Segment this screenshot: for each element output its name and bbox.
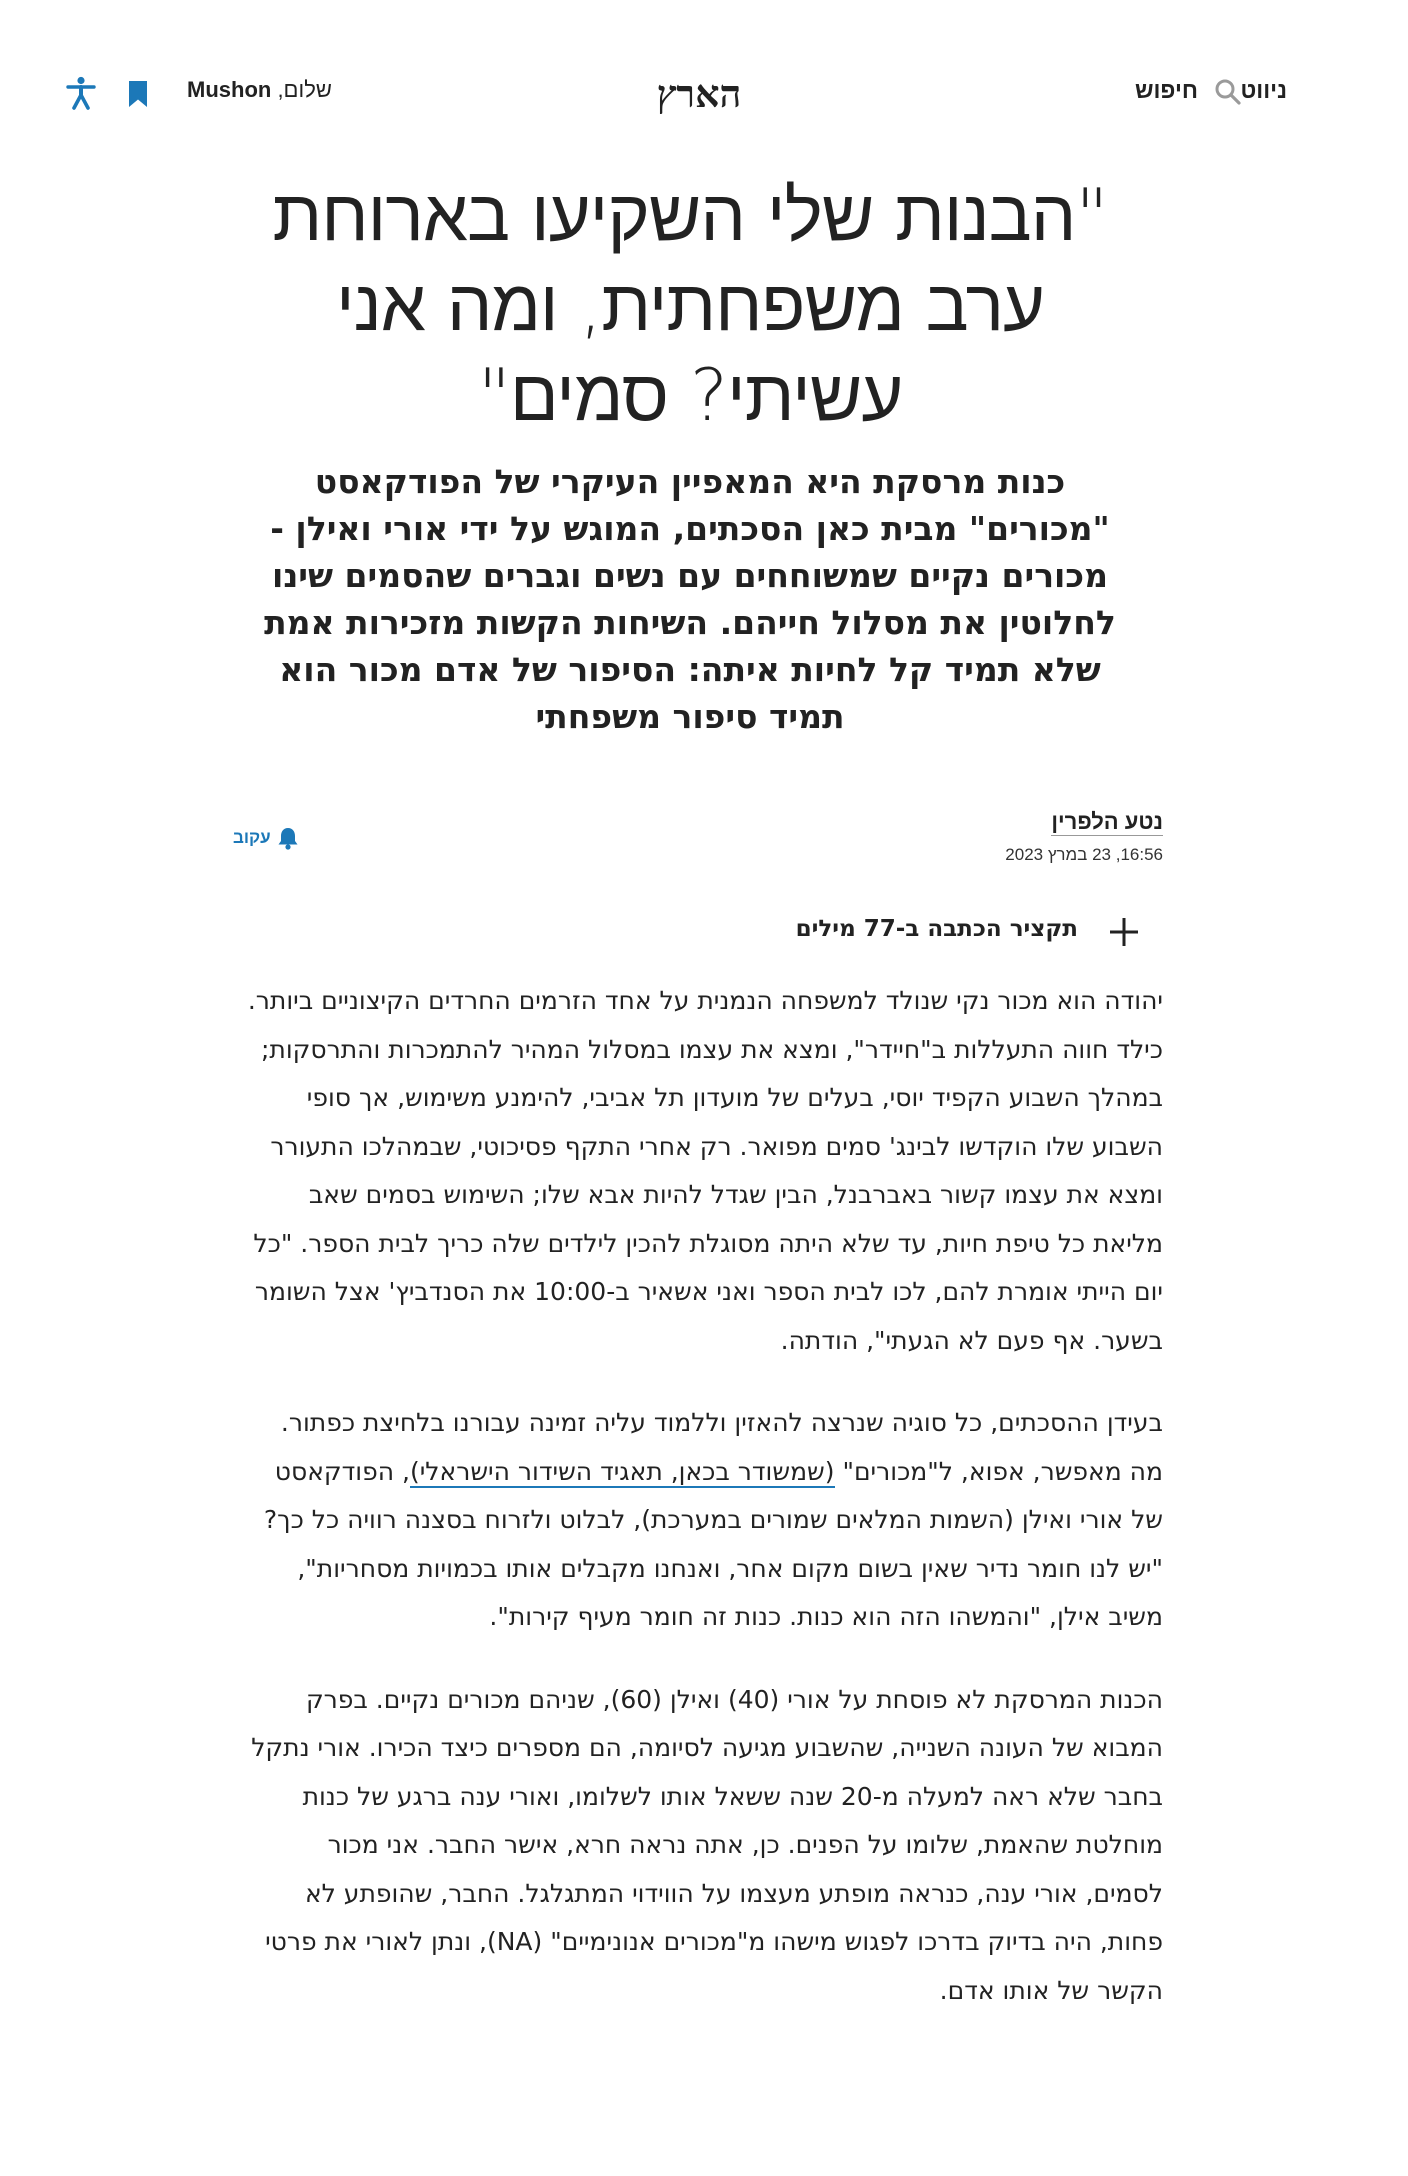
logo-text: הארץ [656, 76, 742, 114]
summary-label: תקציר הכתבה ב-77 מילים [795, 916, 1078, 942]
paragraph-text: , הפודקאסט של אורי ואילן (השמות המלאים שמורים במערכת), לבלוט ולזרוח בסצנה רוויה כל כך? "יש לנו חומר נדיר שאין בשום מקום אחר, ואנחנו מקבלים אותו בכמויות מסחריות", משיב אילן, "והמשהו הזה הוא כנות. כנות זה חומר מעיף קירות". [263, 1456, 1163, 1631]
kan-broadcast-link[interactable]: (שמשודר בכאן, תאגיד השידור הישראלי) [409, 1456, 835, 1486]
publish-date: 16:56, 23 במרץ 2023 [1005, 845, 1163, 864]
greeting-text: שלום, [271, 77, 332, 102]
plus-icon [1108, 916, 1140, 948]
article-summary-toggle[interactable] [760, 908, 1140, 954]
article-headline: "הבנות שלי השקיעו בארוחת ערב משפחתית, ומה אני עשיתי? סמים" [272, 173, 1108, 437]
bell-icon [277, 826, 299, 850]
accessibility-icon[interactable] [65, 76, 97, 110]
article-paragraph: יהודה הוא מכור נקי שנולד למשפחה הנמנית על אחד הזרמים החרדים הקיצוניים ביותר. כילד חווה התעללות ב"חיידר", ומצא את עצמו במסלול המהיר להתמכרות והתרסקות; במהלך השבוע הקפיד יוסי, בעלים של מועדון תל אביבי, להימנע משימוש, אך סופי השבוע שלו הוקדשו לבינג' סמים מפואר. רק אחרי התקף פסיכוטי, שבמהלכו התעורר ומצא את עצמו קשור באברבנל, הבין שגדל להיות אבא שלו; השימוש בסמים שאב מליאת כל טיפת חיות, עד שלא היתה מסוגלת להכין לילדים שלה כריך לבית הספר. "כל יום הייתי אומרת להם, לכו לבית הספר ואני אשאיר ב-10:00 את הסנדביץ' אצל השומר בשער. אף פעם לא הגעתי", הודתה. [247, 986, 1163, 1355]
user-greeting[interactable] [187, 77, 332, 103]
paragraph-text: בעידן ההסכתים, כל סוגיה שנרצה להאזין וללמוד עליה זמינה עבורנו בלחיצת כפתור. מה מאפשר, אפוא, ל"מכורים" [280, 1408, 1163, 1486]
nav-menu-button[interactable]: ניווט [1240, 77, 1287, 103]
search-icon[interactable] [1214, 78, 1242, 106]
follow-label: עקוב [233, 828, 271, 847]
article-body [243, 977, 1163, 2049]
author-link[interactable]: נטע הלפרין [1051, 809, 1163, 834]
follow-author-button[interactable] [233, 826, 299, 850]
article-paragraph: הכנות המרסקת לא פוסחת על אורי (40) ואילן (60), שניהם מכורים נקיים. בפרק המבוא של העונה השנייה, שהשבוע מגיעה לסיומה, הם מספרים כיצד הכירו. אורי נתקל בחבר שלא ראה למעלה מ-20 שנה ששאל אותו לשלומו, ואורי ענה ברגע של כנות מוחלטת שהאמת, שלומו על הפנים. כן, אתה נראה חרא, אישר החבר. אני מכור לסמים, אורי ענה, כנראה מופתע מעצמו על הווידוי המתגלגל. החבר, שהופתע לא פחות, היה בדיוק בדרכו לפגוש מישהו מ"מכורים אנונימיים" (NA), ונתן לאורי את פרטי הקשר של אותו אדם. [251, 1684, 1163, 2005]
site-header [0, 0, 1408, 190]
site-logo[interactable] [649, 76, 749, 114]
bookmark-icon[interactable] [127, 80, 149, 108]
article-paragraph [243, 1399, 1163, 1642]
search-button[interactable]: חיפוש [1134, 77, 1198, 103]
username: Mushon [187, 77, 272, 102]
article-subheadline: כנות מרסקת היא המאפיין העיקרי של הפודקאסט "מכורים" מבית כאן הסכתים, המוגש על ידי אורי ואילן - מכורים נקיים שמשוחחים עם נשים וגברים שהסמים שינו לחלוטין את מסלול חייהם. השיחות הקשות מזכירות אמת שלא תמיד קל לחיות איתה: הסיפור של אדם מכור הוא תמיד סיפור משפחתי [264, 462, 1116, 736]
